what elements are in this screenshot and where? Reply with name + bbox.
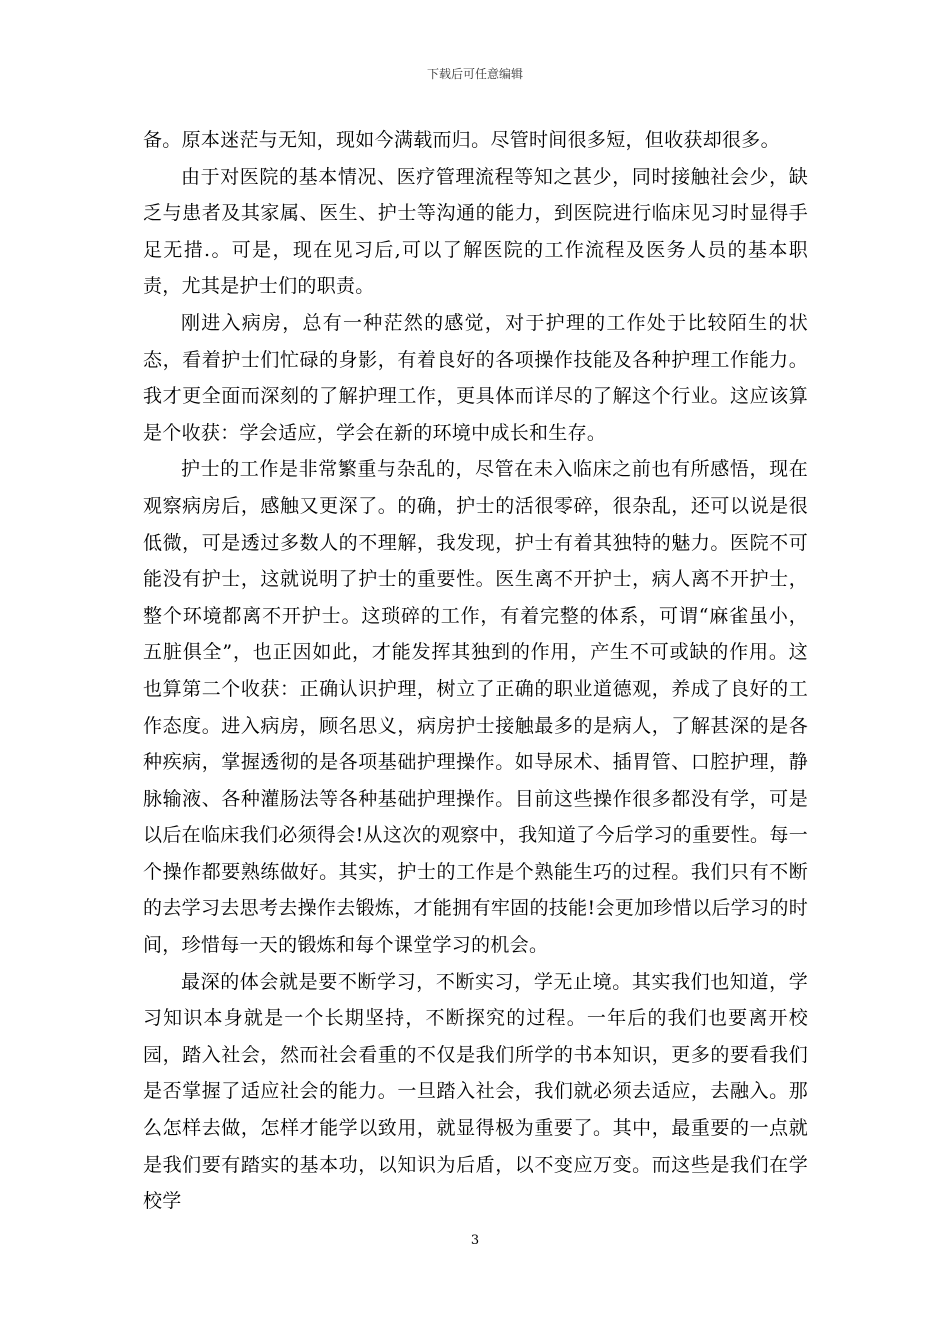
- paragraph: 备。原本迷茫与无知，现如今满载而归。尽管时间很多短，但收获却很多。: [143, 129, 780, 151]
- page-number: 3: [470, 1233, 480, 1248]
- document-body: [143, 122, 808, 1220]
- paragraph: 最深的体会就是要不断学习，不断实习，学无止境。其实我们也知道，学习知识本身就是一个长期坚持，不断探究的过程。一年后的我们也要离开校园，踏入社会，然而社会看重的不仅是我们所学的书本知识，更多的要看我们是否掌握了适应社会的能力。一旦踏入社会，我们就必须去适应，去融入。那么怎样去做，怎样才能学以致用，就显得极为重要了。其中，最重要的一点就是我们要有踏实的基本功，以知识为后盾，以不变应万变。而这些是我们在学校学: [143, 970, 808, 1213]
- paragraph: 护士的工作是非常繁重与杂乱的，尽管在未入临床之前也有所感悟，现在观察病房后，感触又更深了。的确，护士的活很零碎，很杂乱，还可以说是很低微，可是透过多数人的不理解，我发现，护士有着其独特的魅力。医院不可能没有护士，这就说明了护士的重要性。医生离不开护士，病人离不开护士，整个环境都离不开护士。这琐碎的工作，有着完整的体系，可谓“麻雀虽小，五脏俱全”，也正因如此，才能发挥其独到的作用，产生不可或缺的作用。这也算第二个收获：正确认识护理，树立了正确的职业道德观，养成了良好的工作态度。进入病房，顾名思义，病房护士接触最多的是病人，了解甚深的是各种疾病，掌握透彻的是各项基础护理操作。如导尿术、插胃管、口腔护理，静脉输液、各种灌肠法等各种基础护理操作。目前这些操作很多都没有学，可是以后在临床我们必须得会!从这次的观察中，我知道了今后学习的重要性。每一个操作都要熟练做好。其实，护士的工作是个熟能生巧的过程。我们只有不断的去学习去思考去操作去锻炼，才能拥有牢固的技能!会更加珍惜以后学习的时间，珍惜每一天的锻炼和每个课堂学习的机会。: [143, 458, 808, 957]
- paragraph: 由于对医院的基本情况、医疗管理流程等知之甚少，同时接触社会少，缺乏与患者及其家属、医生、护士等沟通的能力，到医院进行临床见习时显得手足无措.。可是，现在见习后,可以了解医院的工作流程及医务人员的基本职责，尤其是护士们的职责。: [143, 165, 808, 298]
- paragraph: 刚进入病房，总有一种茫然的感觉，对于护理的工作处于比较陌生的状态，看着护士们忙碌的身影，有着良好的各项操作技能及各种护理工作能力。我才更全面而深刻的了解护理工作，更具体而详尽的了解这个行业。这应该算是个收获：学会适应，学会在新的环境中成长和生存。: [143, 311, 808, 444]
- page-header: 下载后可任意编辑: [426, 67, 523, 81]
